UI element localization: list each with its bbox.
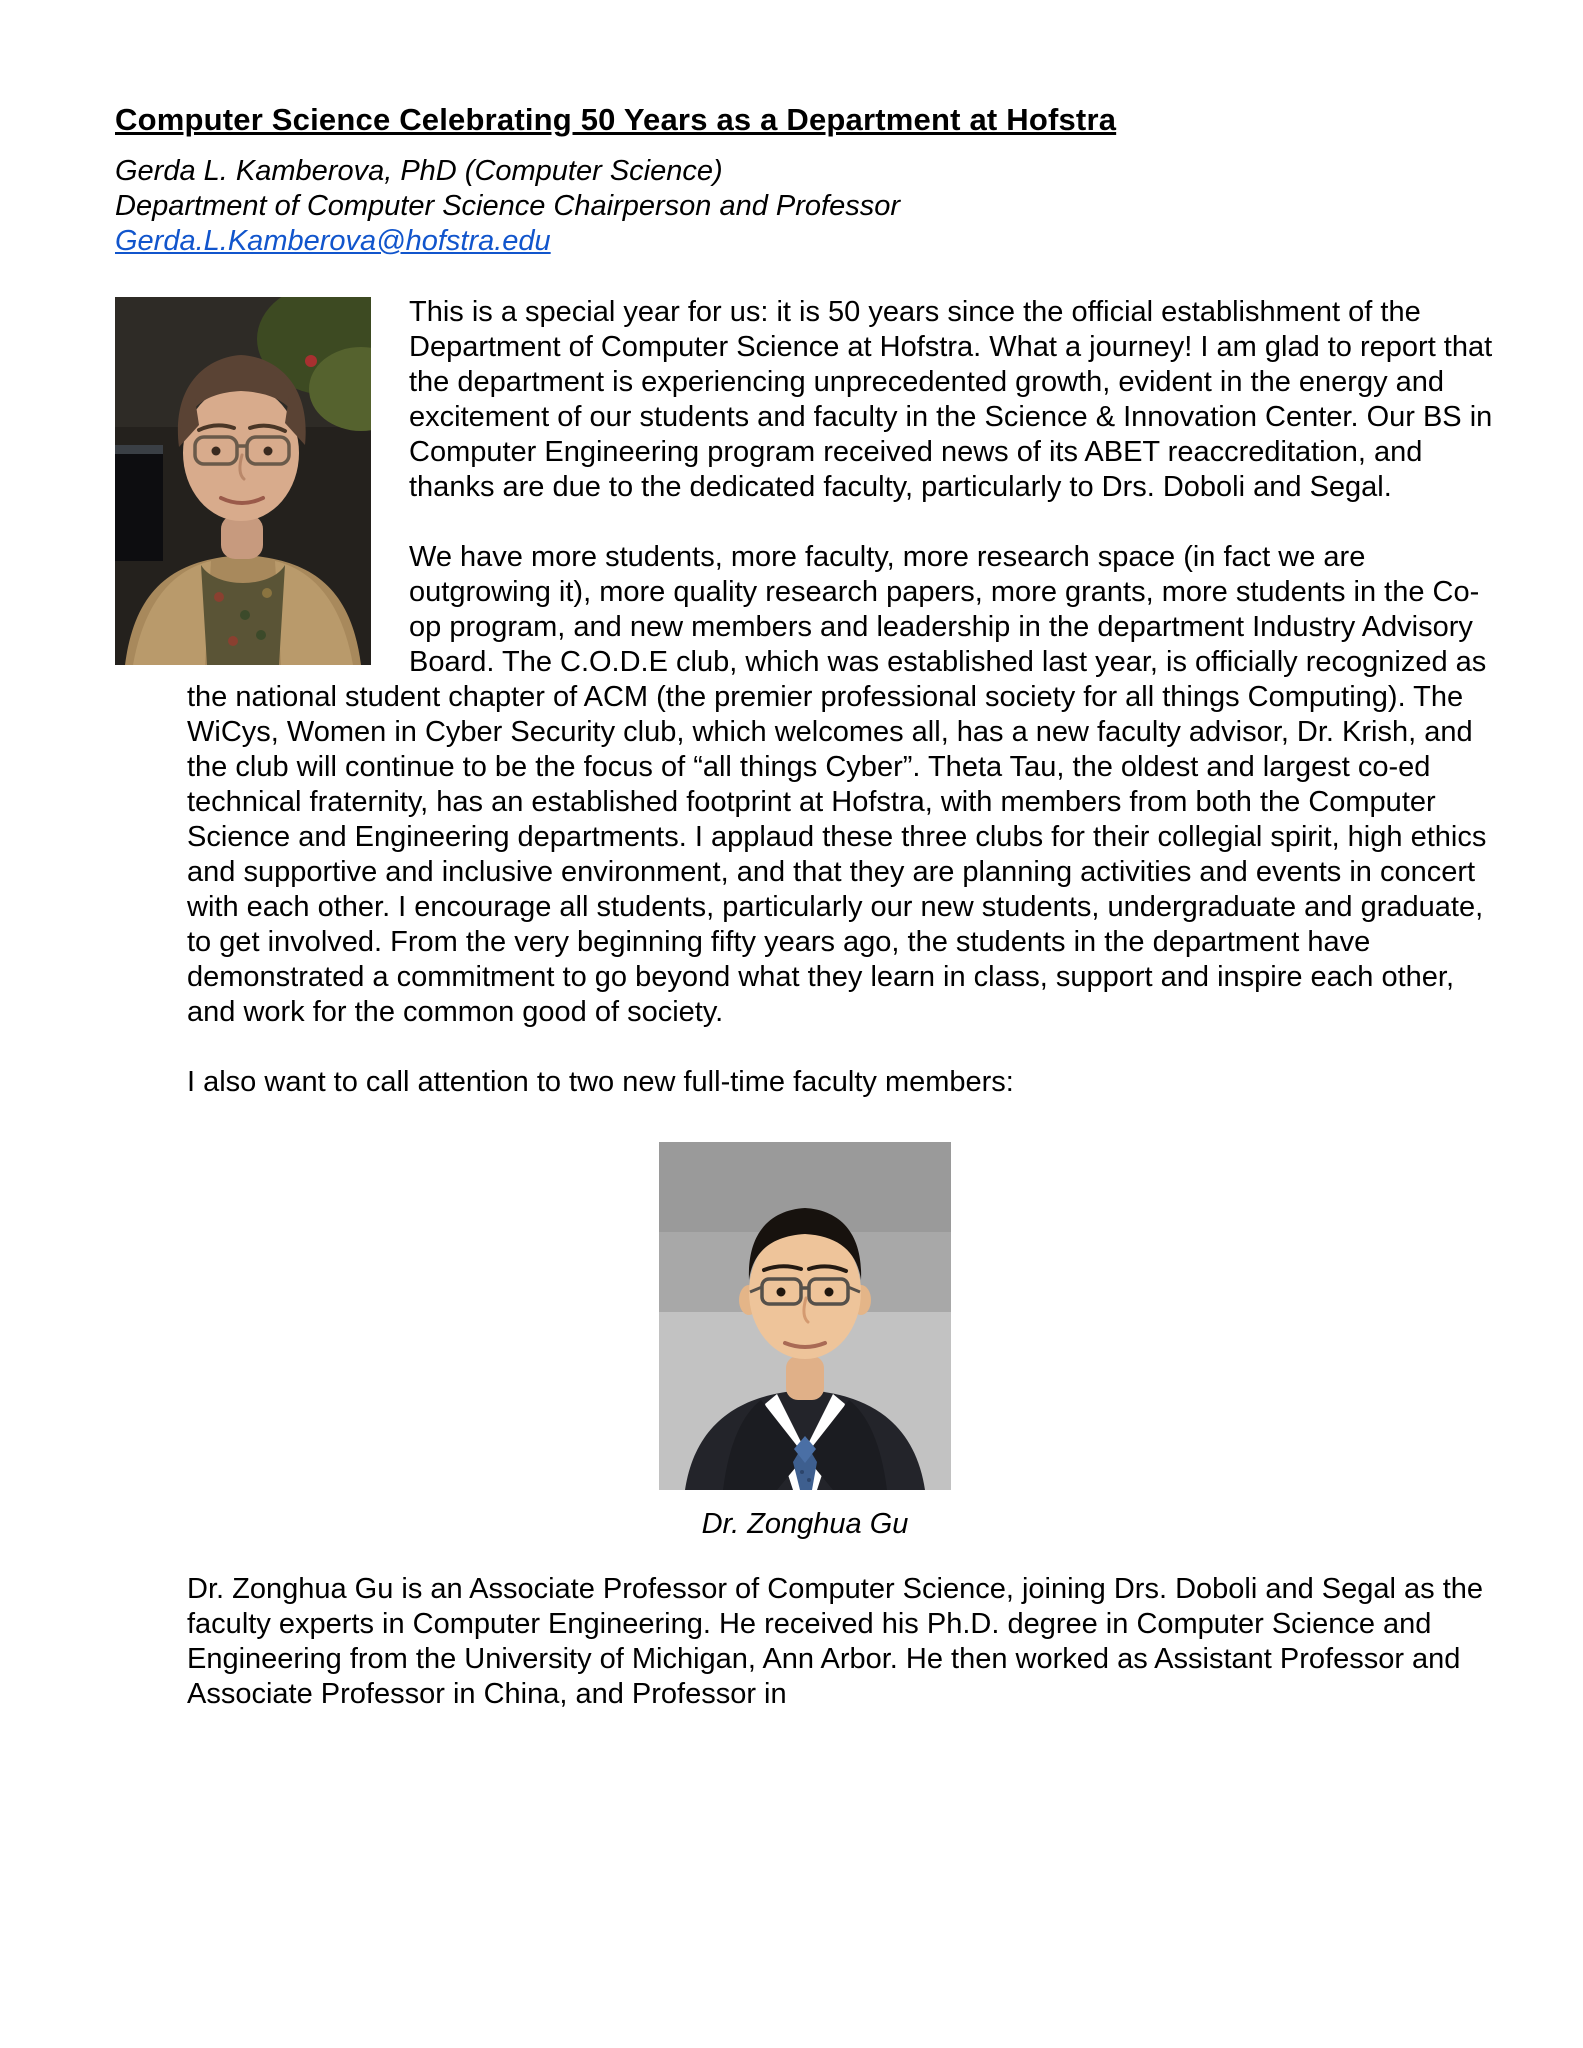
- article-body: [115, 295, 1495, 1712]
- paragraph-gu-bio: Dr. Zonghua Gu is an Associate Professor of Computer Science, joining Drs. Doboli and Segal as the faculty experts in Computer Engineering. He received his Ph.D. degree in Computer Science and Engineering from the University of Michigan, Ann Arbor. He then worked as Assistant Professor and Associate Professor in China, and Professor in: [187, 1573, 1484, 1710]
- kamberova-portrait-illustration: [115, 297, 371, 665]
- author-role: Department of Computer Science Chairperson and Professor: [115, 190, 900, 222]
- paragraph-new-faculty: I also want to call attention to two new full-time faculty members:: [187, 1066, 1014, 1098]
- gu-portrait-illustration: [659, 1142, 951, 1490]
- page-title: Computer Science Celebrating 50 Years as a Department at Hofstra: [115, 102, 1117, 137]
- kamberova-portrait-photo: [115, 297, 371, 665]
- paragraph-growth: We have more students, more faculty, more research space (in fact we are outgrowing it), more quality research papers, more grants, more students in the Co-op program, and new members and leadership in the department Industry Advisory Board. The C.O.D.E club, which was established last year, is officially recognized as the national student chapter of ACM (the premier professional society for all things Computing). The WiCys, Women in Cyber Security club, which welcomes all, has a new faculty advisor, Dr. Krish, and the club will continue to be the focus of “all things Cyber”. Theta Tau, the oldest and largest co-ed technical fraternity, has an established footprint at Hofstra, with members from both the Computer Science and Engineering departments. I applaud these three clubs for their collegial spirit, high ethics and supportive and inclusive environment, and that they are planning activities and events in concert with each other. I encourage all students, particularly our new students, undergraduate and graduate, to get involved. From the very beginning fifty years ago, the students in the department have demonstrated a commitment to go beyond what they learn in class, support and inspire each other, and work for the common good of society.: [187, 541, 1487, 1028]
- author-email-link[interactable]: Gerda.L.Kamberova@hofstra.edu: [115, 225, 551, 257]
- paragraph-intro: This is a special year for us: it is 50 years since the official establishment of the Department of Computer Science at Hofstra. What a journey! I am glad to report that the department is experiencing unprecedented growth, evident in the energy and excitement of our students and faculty in the Science & Innovation Center. Our BS in Computer Engineering program received news of its ABET reaccreditation, and thanks are due to the dedicated faculty, particularly to Drs. Doboli and Segal.: [409, 296, 1493, 503]
- byline: [115, 154, 1495, 259]
- gu-figure: [115, 1142, 1495, 1542]
- gu-portrait-photo: [659, 1142, 951, 1490]
- author-name: Gerda L. Kamberova, PhD (Computer Science): [115, 155, 723, 187]
- gu-photo-caption: Dr. Zonghua Gu: [701, 1508, 909, 1540]
